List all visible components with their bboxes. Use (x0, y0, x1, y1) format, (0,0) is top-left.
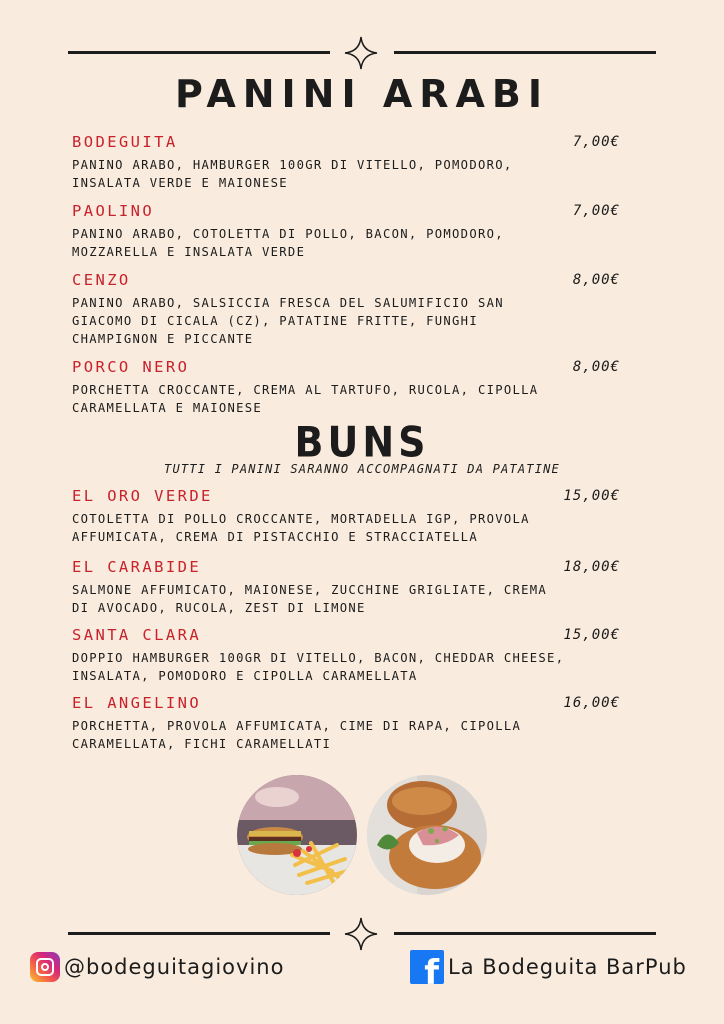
item-name: PORCO NERO (72, 358, 190, 376)
instagram-icon (30, 952, 60, 982)
facebook-page-text: La Bodeguita BarPub (448, 955, 687, 979)
item-price: 8,00€ (572, 359, 620, 375)
item-description: DOPPIO HAMBURGER 100GR DI VITELLO, BACON, CHEDDAR CHEESE, INSALATA, POMODORO E CIPOLLA CARAMELLATA (72, 651, 565, 683)
item-description: PANINO ARABO, SALSICCIA FRESCA DEL SALUMIFICIO SAN GIACOMO DI CICALA (CZ), PATATINE FRITTE, FUNGHI CHAMPIGNON E PICCANTE (72, 296, 504, 346)
item-name: SANTA CLARA (72, 626, 202, 644)
facebook-icon: f (410, 950, 444, 984)
item-name: PAOLINO (72, 202, 155, 220)
burger-photo (237, 775, 357, 895)
item-price: 8,00€ (572, 272, 620, 288)
instagram-handle-text: @bodeguitagiovino (64, 955, 285, 979)
item-description: PORCHETTA CROCCANTE, CREMA AL TARTUFO, RUCOLA, CIPOLLA CARAMELLATA E MAIONESE (72, 383, 539, 415)
item-name: EL CARABIDE (72, 558, 202, 576)
item-name: CENZO (72, 271, 131, 289)
menu-item (72, 623, 632, 685)
item-name: BODEGUITA (72, 133, 178, 151)
buns-heading: BUNS (294, 417, 430, 467)
menu-item (72, 691, 632, 753)
menu-item (72, 555, 632, 617)
item-description: PANINO ARABO, COTOLETTA DI POLLO, BACON, POMODORO, MOZZARELLA E INSALATA VERDE (72, 227, 504, 259)
menu-item (72, 199, 632, 261)
item-description: PANINO ARABO, HAMBURGER 100GR DI VITELLO, POMODORO, INSALATA VERDE E MAIONESE (72, 158, 513, 190)
item-price: 15,00€ (563, 488, 620, 504)
instagram-handle[interactable] (30, 950, 284, 984)
menu-item (72, 355, 632, 417)
item-name: EL ANGELINO (72, 694, 202, 712)
item-price: 7,00€ (572, 134, 620, 150)
item-price: 7,00€ (572, 203, 620, 219)
sparkle-icon (344, 917, 378, 951)
panini-arabi-heading: PANINI ARABI (174, 72, 550, 116)
top-divider-left (68, 51, 330, 54)
sparkle-icon (344, 36, 378, 70)
item-description: PORCHETTA, PROVOLA AFFUMICATA, CIME DI RAPA, CIPOLLA CARAMELLATA, FICHI CARAMELLATI (72, 719, 522, 751)
item-name: EL ORO VERDE (72, 487, 213, 505)
facebook-page[interactable] (410, 950, 687, 984)
item-price: 18,00€ (563, 559, 620, 575)
item-description: SALMONE AFFUMICATO, MAIONESE, ZUCCHINE GRIGLIATE, CREMA DI AVOCADO, RUCOLA, ZEST DI LIMONE (72, 583, 548, 615)
buns-subtitle: TUTTI I PANINI SARANNO ACCOMPAGNATI DA PATATINE (164, 462, 560, 476)
item-description: COTOLETTA DI POLLO CROCCANTE, MORTADELLA IGP, PROVOLA AFFUMICATA, CREMA DI PISTACCHIO E STRACCIATELLA (72, 512, 530, 544)
menu-item (72, 484, 632, 546)
bottom-divider-right (394, 932, 656, 935)
item-price: 15,00€ (563, 627, 620, 643)
menu-item (72, 130, 632, 192)
bun-photo (367, 775, 487, 895)
item-price: 16,00€ (563, 695, 620, 711)
top-divider-right (394, 51, 656, 54)
menu-item (72, 268, 632, 348)
bottom-divider-left (68, 932, 330, 935)
